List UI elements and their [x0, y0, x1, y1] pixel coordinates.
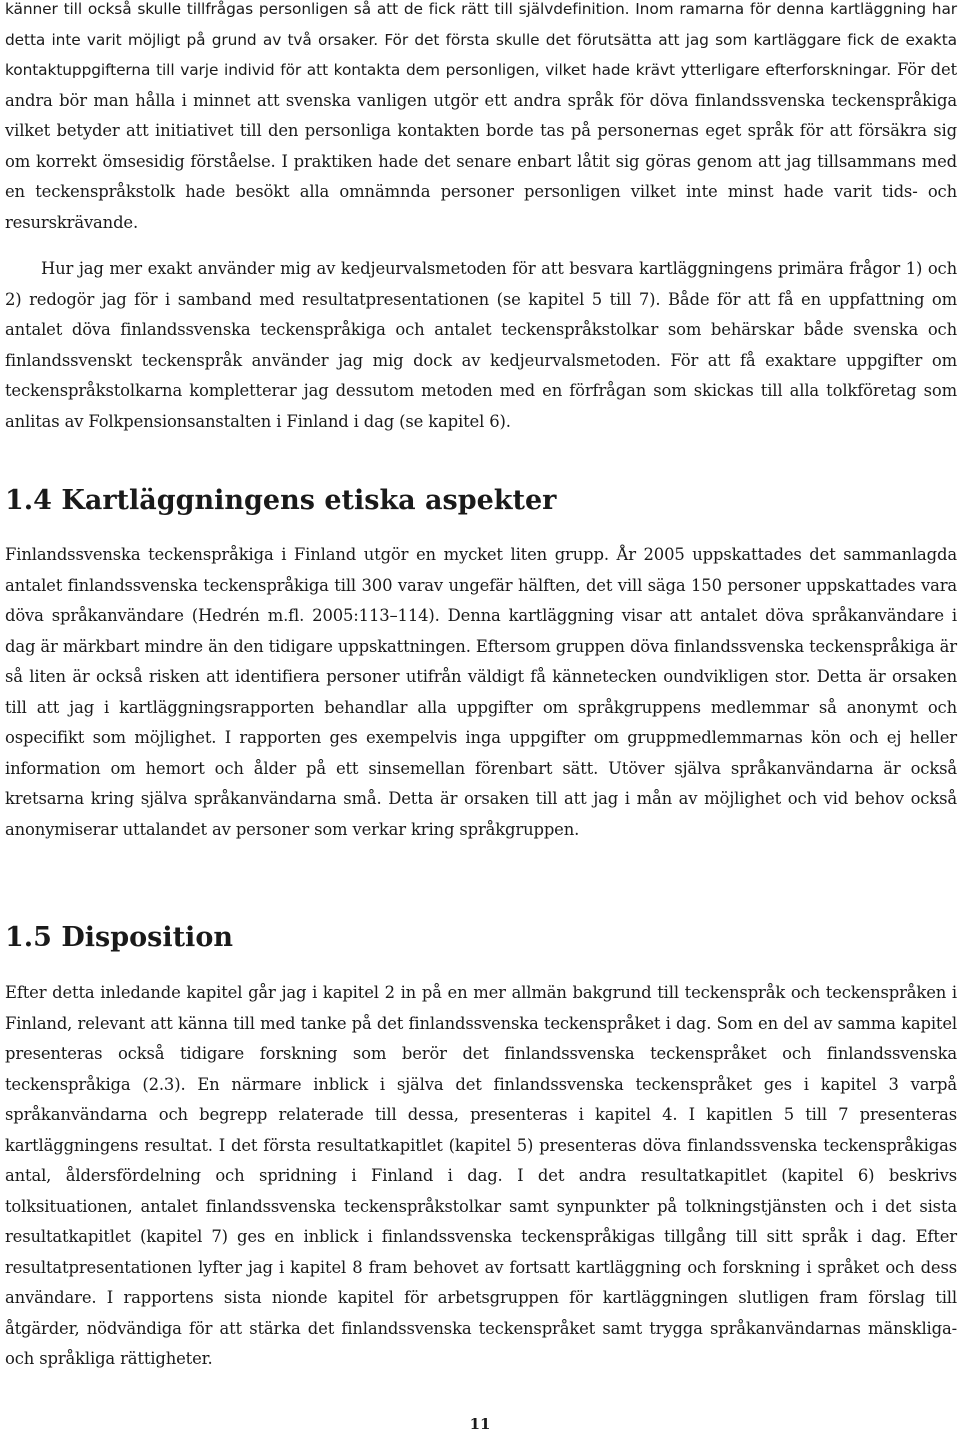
section-heading-disposition: 1.5 Disposition	[5, 922, 233, 953]
paragraph-self-definition-part2: För det andra bör man hålla i minnet att svenska vanligen utgör ett andra språk för döva finlandssvenska teckenspråkiga vilket betyder att initiativet till den personliga kontakten borde tas på personernas eget språk för att försäkra sig om korrekt ömsesidig förståelse. I praktiken hade det senare enbart låtit sig göras genom att jag tillsammans med en teckenspråkstolk hade besökt alla omnämnda personer personligen vilket inte minst hade varit tids- och resurskrävande.	[5, 60, 957, 232]
paragraph-chain-sampling: Hur jag mer exakt använder mig av kedjeurvalsmetoden för att besvara kartläggningens primära frågor 1) och 2) redogör jag för i samband med resultatpresentationen (se kapitel 5 till 7). Både för att få en uppfattning om antalet döva finlandssvenska teckenspråkiga och antalet teckenspråkstolkar som behärskar både svenska och finlandssvenskt teckenspråk använder jag mig dock av kedjeurvalsmetoden. För att få exaktare uppgifter om teckenspråkstolkarna kompletterar jag dessutom metoden med en förfrågan som skickas till alla tolkföretag som anlitas av Folkpensionsanstalten i Finland i dag (se kapitel 6).	[5, 259, 957, 431]
paragraph-disposition: Efter detta inledande kapitel går jag i kapitel 2 in på en mer allmän bakgrund till teckenspråk och teckenspråken i Finland, relevant att känna till med tanke på det finlandssvenska teckenspråket i dag. Som en del av samma kapitel presenteras också tidigare forskning som berör det finlandssvenska teckenspråket och finlandssvenska teckenspråkiga (2.3). En närmare inblick i själva det finlandssvenska teckenspråket ges i kapitel 3 varpå språkanvändarna och begrepp relaterade till dessa, presenteras i kapitel 4. I kapitlen 5 till 7 presenteras kartläggningens resultat. I det första resultatkapitlet (kapitel 5) presenteras döva finlandssvenska teckenspråkigas antal, åldersfördelning och spridning i Finland i dag. I det andra resultatkapitlet (kapitel 6) beskrivs tolksituationen, antalet finlandssvenska teckenspråkstolkar samt synpunkter på tolkningstjänsten och i det sista resultatkapitlet (kapitel 7) ges en inblick i finlandssvenska teckenspråkigas tillgång till sitt språk i dag. Efter resultatpresentationen lyfter jag i kapitel 8 fram behovet av fortsatt kartläggning och forskning i språket och dess användare. I rapportens sista nionde kapitel för arbetsgruppen för kartläggningen slutligen fram förslag till åtgärder, nödvändiga för att stärka det finlandssvenska teckenspråket samt trygga språkanvändarnas mänskliga- och språkliga rättigheter.	[5, 983, 957, 1368]
section-heading-ethics: 1.4 Kartläggningens etiska aspekter	[5, 485, 557, 516]
paragraph-self-definition-part1: känner till också skulle tillfrågas personligen så att de fick rätt till självdefinition. Inom ramarna för denna kartläggning har detta inte varit möjligt på grund av två orsaker. För det första skulle det förutsätta att jag som kartläggare fick de exakta kontaktuppgifterna till varje individ för att kontakta dem personligen, vilket hade krävt ytterligare efterforskningar.	[5, 0, 957, 79]
paragraph-self-definition	[5, 0, 957, 238]
page-number: 11	[469, 1415, 491, 1433]
paragraph-ethics: Finlandssvenska teckenspråkiga i Finland utgör en mycket liten grupp. År 2005 uppskattades det sammanlagda antalet finlandssvenska teckenspråkiga till 300 varav ungefär hälften, det vill säga 150 personer uppskattades vara döva språkanvändare (Hedrén m.fl. 2005:113–114). Denna kartläggning visar att antalet döva språkanvändare i dag är märkbart mindre än den tidigare uppskattningen. Eftersom gruppen döva finlandssvenska teckenspråkiga är så liten är också risken att identifiera personer utifrån väldigt få kännetecken oundvikligen stor. Detta är orsaken till att jag i kartläggningsrapporten behandlar alla uppgifter om språkgruppens medlemmar så anonymt och ospecifikt som möjlighet. I rapporten ges exempelvis inga uppgifter om gruppmedlemmarnas kön och ej heller information om hemort och ålder på ett sinsemellan förenbart sätt. Utöver själva språkanvändarna är också kretsarna kring själva språkanvändarna små. Detta är orsaken till att jag i mån av möjlighet och vid behov också anonymiserar uttalandet av personer som verkar kring språkgruppen.	[5, 545, 957, 839]
